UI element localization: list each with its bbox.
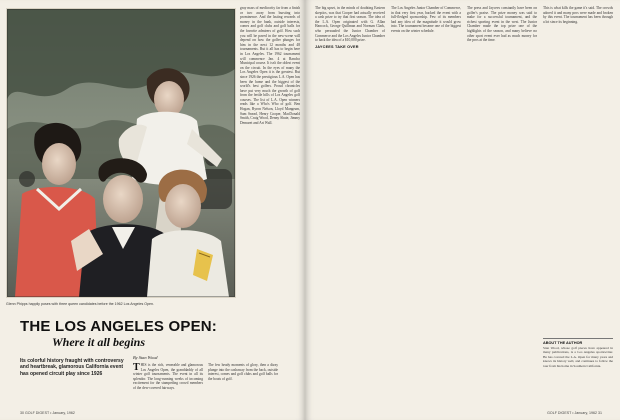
section-subhead: JAYCEES TAKE OVER [315,44,359,49]
body-text: The Los Angeles Junior Chamber of Commerce, in that very first year, backed the event with a full-fledged sponsorship. Few of its members had any idea of the magnitude it would grow into. The tournament became one of the biggest events on the winter schedule. [391,6,461,33]
left-page [0,0,305,420]
photo-illustration [7,9,235,297]
body-text: gray mass of mediocrity far from a finish or two away from bursting into prominence. And the lasting rewards of money in the bank, outside interests, comes and golf clubs and golf balls for the favorite admirers of golf. How such you will be paved in the new-scene will depend on how the golfer plunges for him in the next 12 months and 48 tournaments. But it all has to begin here in Los Angeles. The 1962 tournament will commence Jan. 4 at Rancho Municipal course. It isn't the oldest event on the circuit. In the eyes of many the Los Angeles Open it is the greatest. But since 1926 the prestigious L.A. Open has been the home and the biggest of the world's best golfers. Proud chronicles have put very much the growth of golf from the fertile hills of Los Angeles golf courses. The list of L.A. Open winners reads like a Who's Who of golf. Ben Hogan, Byron Nelson, Lloyd Mangrum, Sam Snead, Henry Cooper, MacDonald Smith, Craig Wood, Denny Shute, Jimmy Demaret and Art Wall. [240,6,300,125]
body-column-2 [208,363,278,408]
about-the-author [543,338,613,407]
body-text: This is what kills the game it's said. The crowds adored it and many pros were made and broken by this event. The tournament has been through a lot since its beginning. [543,6,613,24]
body-text: The press and Jaycees constantly have been on golfer's praise. The prize money was said to make for a successful tournament, and the richest sporting event in the west. The Junior Chamber made the top prize one of the highlights of the season, and many believe no other sport event ever had as much money for the pros at the time. [467,6,537,43]
body-column-1 [133,363,203,408]
about-heading: ABOUT THE AUTHOR [543,341,583,345]
body-text: HIS is the rich, venerable and glamorous Los Angeles Open, the granddaddy of all winter golf tournaments. The event in all its splendor. The long-running weeks of incoming excitement for the stampeding crowd members of the dew-covered fairways. [133,363,203,390]
folio-right: GOLF DIGEST • January, 1962 31 [547,411,602,415]
right-page [305,0,620,420]
body-column-r2 [391,6,461,404]
body-column-left-top [240,6,300,298]
body-text: The big upset, in the minds of doubting Eastern skeptics, was that Cooper had actually received a cash prize to try that first season. The idea of the L.A. Open originated with G. Allan Hancock, George Quillman and Norman Clark, who persuaded the Junior Chamber of Commerce and the Los Angeles Junior Chamber to back the idea of a $10,000 prize. [315,6,385,43]
body-column-r1 [315,6,385,404]
article-subtitle: Where it all begins [52,335,146,349]
folio-left: 30 GOLF DIGEST • January, 1962 [20,411,75,415]
article-title: THE LOS ANGELES OPEN: [20,318,217,335]
article-deck: Its colorful history fraught with controversy and heartbreak, glamorous California event has opened circuit play since 1926 [20,358,124,377]
byline: By Stan Wood [133,355,158,360]
body-column-r4 [543,6,613,336]
about-body: Stan Wood, whose golf pieces have appeared in many publications, is a Los Angeles sportswriter. He has covered the L.A. Open for many years and knows its history well, and continues to follow the tour from his home in Southern California. [543,346,613,368]
body-column-r3 [467,6,537,404]
drop-cap: T [133,363,140,373]
body-text: The few heady moments of glory, then a dizzy plunge into the cashaway from the back, outside interest, comes and golf clubs and golf balls for the bouts of golf. [208,363,278,381]
cover-photo [6,8,236,298]
photo-caption: Glenn Phipps happily poses with three queen candidates before the 1962 Los Angeles Open. [6,301,155,306]
